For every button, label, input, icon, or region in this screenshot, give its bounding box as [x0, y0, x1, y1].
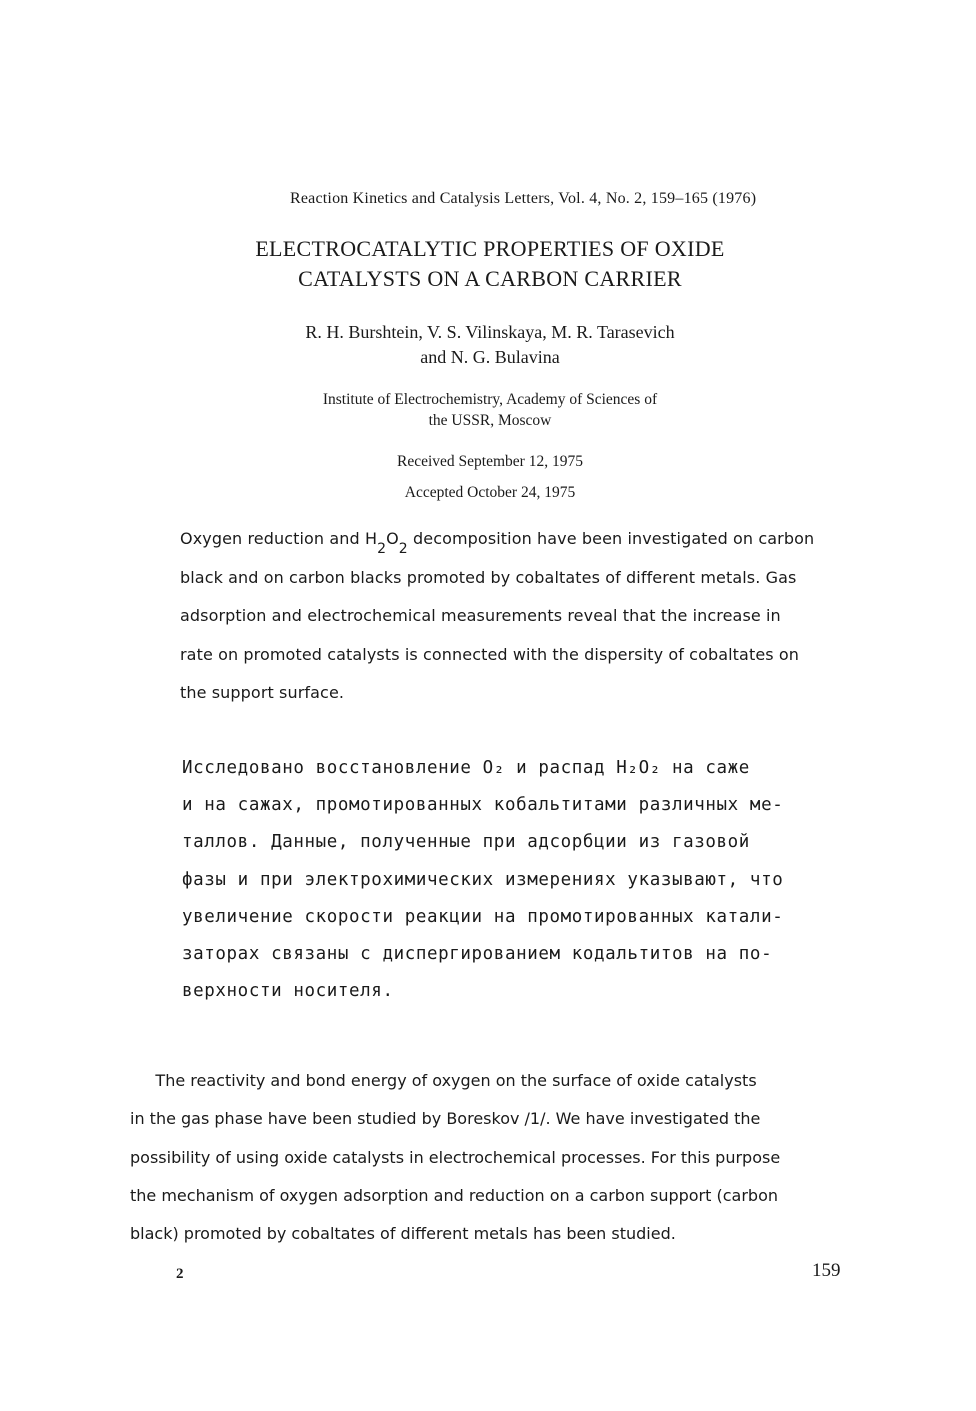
subscript: 2 [377, 541, 387, 557]
abstract-line: the support surface. [180, 683, 345, 702]
abstract-ru-line: таллов. Данные, полученные при адсорбции из газовой [182, 832, 750, 853]
body-line: The reactivity and bond energy of oxygen on the surface of oxide catalysts [130, 1071, 757, 1090]
journal-citation: Reaction Kinetics and Catalysis Letters, Vol. 4, No. 2, 159–165 (1976) [290, 190, 757, 207]
accepted-date: Accepted October 24, 1975 [404, 484, 576, 501]
abstract-text: Oxygen reduction and H [180, 529, 378, 548]
affiliation-line: the USSR, Moscow [428, 412, 552, 429]
body-line: possibility of using oxide catalysts in electrochemical processes. For this purpose [130, 1147, 781, 1167]
body-line: black) promoted by cobaltates of different metals has been studied. [130, 1224, 676, 1244]
abstract-ru-line: и на сажах, промотированных кобальтитами различных ме- [182, 795, 784, 816]
abstract-ru-line: увеличение скорости реакции на промотированных катали- [182, 906, 784, 927]
author-line: R. H. Burshtein, V. S. Vilinskaya, M. R. Tarasevich [305, 322, 675, 342]
affiliation [180, 389, 800, 431]
page-number: 159 [812, 1260, 841, 1281]
abstract-english [180, 520, 860, 713]
abstract-ru-line: заторах связаны с диспергированием кодальтитов на по- [182, 944, 773, 965]
title-line: ELECTROCATALYTIC PROPERTIES OF OXIDE [255, 236, 725, 261]
subscript: 2 [398, 541, 408, 557]
author-line: and N. G. Bulavina [420, 347, 560, 367]
affiliation-line: Institute of Electrochemistry, Academy of Sciences of [322, 391, 658, 408]
body-line: in the gas phase have been studied by Boreskov /1/. We have investigated the [130, 1109, 761, 1129]
abstract-russian [182, 750, 872, 1010]
abstract-line: rate on promoted catalysts is connected with the dispersity of cobaltates on [180, 644, 800, 664]
abstract-line: black and on carbon blacks promoted by cobaltates of different metals. Gas [180, 567, 797, 587]
abstract-text: O [386, 529, 399, 548]
abstract-ru-line: Исследовано восстановление O₂ и распад H₂O₂ на саже [182, 758, 750, 778]
signature-mark: 2 [176, 1266, 184, 1282]
title-line: CATALYSTS ON A CARBON CARRIER [298, 266, 682, 291]
body-paragraph [130, 1062, 850, 1253]
received-date: Received September 12, 1975 [397, 453, 583, 470]
article-title [180, 234, 800, 294]
body-line: the mechanism of oxygen adsorption and reduction on a carbon support (carbon [130, 1185, 778, 1205]
abstract-ru-line: верхности носителя. [182, 981, 394, 1002]
abstract-line: adsorption and electrochemical measurements reveal that the increase in [180, 606, 781, 625]
abstract-line [180, 520, 860, 559]
abstract-text: decomposition have been investigated on carbon [407, 529, 815, 548]
abstract-ru-line: фазы и при электрохимических измерениях указывают, что [182, 869, 784, 890]
author-list [180, 320, 800, 370]
